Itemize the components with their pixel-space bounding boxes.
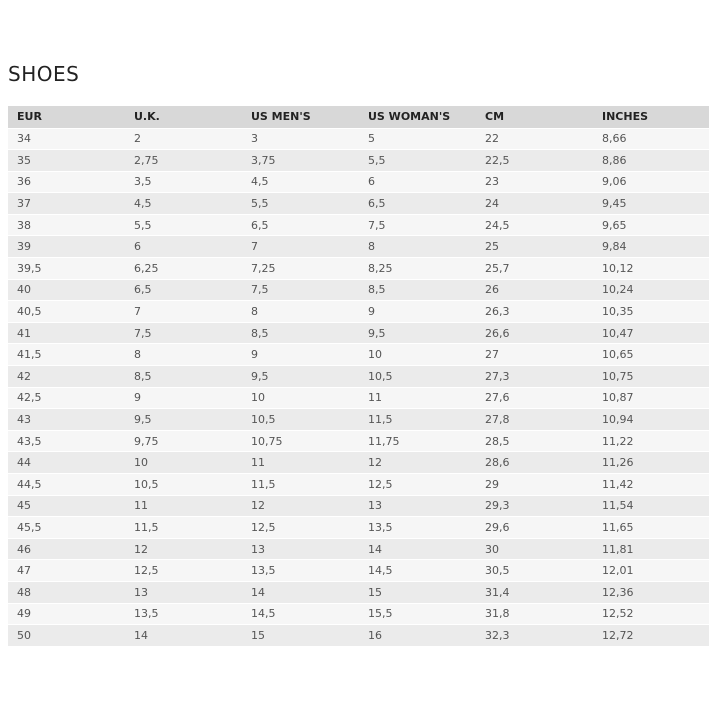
size-chart-table: [8, 106, 709, 647]
cell-inches: 10,24: [593, 279, 709, 301]
cell-us-mens: 9,5: [242, 366, 359, 388]
cell-inches: 10,65: [593, 344, 709, 366]
cell-eur: 44: [8, 452, 125, 474]
cell-us-womans: 8: [359, 236, 476, 258]
table-row: [8, 409, 709, 431]
cell-us-womans: 10,5: [359, 366, 476, 388]
cell-us-womans: 10: [359, 344, 476, 366]
table-row: [8, 258, 709, 280]
table-header-row: [8, 106, 709, 128]
cell-inches: 9,06: [593, 171, 709, 193]
table-row: [8, 387, 709, 409]
cell-us-mens: 12,5: [242, 517, 359, 539]
cell-inches: 12,01: [593, 560, 709, 582]
cell-uk: 7: [125, 301, 242, 323]
cell-uk: 11,5: [125, 517, 242, 539]
cell-us-womans: 11: [359, 387, 476, 409]
cell-eur: 42: [8, 366, 125, 388]
cell-uk: 6,5: [125, 279, 242, 301]
cell-us-womans: 7,5: [359, 214, 476, 236]
cell-us-mens: 13,5: [242, 560, 359, 582]
cell-inches: 12,52: [593, 603, 709, 625]
table-row: [8, 128, 709, 150]
cell-eur: 41: [8, 322, 125, 344]
cell-us-womans: 15,5: [359, 603, 476, 625]
cell-cm: 26,6: [476, 322, 593, 344]
table-row: [8, 452, 709, 474]
cell-inches: 12,36: [593, 581, 709, 603]
cell-inches: 10,12: [593, 258, 709, 280]
cell-uk: 2: [125, 128, 242, 150]
cell-us-mens: 3: [242, 128, 359, 150]
table-row: [8, 495, 709, 517]
cell-us-womans: 12: [359, 452, 476, 474]
cell-us-mens: 10,5: [242, 409, 359, 431]
cell-eur: 35: [8, 150, 125, 172]
cell-eur: 34: [8, 128, 125, 150]
cell-inches: 10,94: [593, 409, 709, 431]
cell-us-mens: 14,5: [242, 603, 359, 625]
cell-eur: 43: [8, 409, 125, 431]
cell-us-mens: 8: [242, 301, 359, 323]
cell-cm: 24: [476, 193, 593, 215]
cell-us-womans: 14: [359, 538, 476, 560]
cell-us-womans: 9,5: [359, 322, 476, 344]
cell-us-mens: 5,5: [242, 193, 359, 215]
cell-eur: 50: [8, 625, 125, 647]
cell-us-womans: 9: [359, 301, 476, 323]
cell-eur: 36: [8, 171, 125, 193]
table-row: [8, 474, 709, 496]
table-body: [8, 128, 709, 646]
cell-us-mens: 12: [242, 495, 359, 517]
column-header-us-mens: US MEN'S: [242, 106, 359, 128]
cell-eur: 39: [8, 236, 125, 258]
cell-inches: 11,26: [593, 452, 709, 474]
cell-us-mens: 10,75: [242, 430, 359, 452]
cell-cm: 25,7: [476, 258, 593, 280]
cell-inches: 12,72: [593, 625, 709, 647]
cell-us-mens: 9: [242, 344, 359, 366]
cell-eur: 49: [8, 603, 125, 625]
cell-us-mens: 6,5: [242, 214, 359, 236]
cell-eur: 40,5: [8, 301, 125, 323]
cell-cm: 26: [476, 279, 593, 301]
cell-us-mens: 11,5: [242, 474, 359, 496]
cell-uk: 12: [125, 538, 242, 560]
table-row: [8, 344, 709, 366]
cell-us-mens: 15: [242, 625, 359, 647]
table-row: [8, 301, 709, 323]
cell-uk: 8,5: [125, 366, 242, 388]
cell-cm: 27,3: [476, 366, 593, 388]
cell-cm: 29,6: [476, 517, 593, 539]
cell-inches: 11,42: [593, 474, 709, 496]
table-row: [8, 193, 709, 215]
table-row: [8, 236, 709, 258]
cell-eur: 45,5: [8, 517, 125, 539]
cell-cm: 32,3: [476, 625, 593, 647]
cell-uk: 11: [125, 495, 242, 517]
table-row: [8, 517, 709, 539]
cell-cm: 23: [476, 171, 593, 193]
cell-eur: 43,5: [8, 430, 125, 452]
cell-eur: 48: [8, 581, 125, 603]
cell-uk: 6: [125, 236, 242, 258]
cell-eur: 39,5: [8, 258, 125, 280]
cell-us-womans: 6: [359, 171, 476, 193]
cell-cm: 31,8: [476, 603, 593, 625]
cell-uk: 2,75: [125, 150, 242, 172]
cell-us-womans: 13: [359, 495, 476, 517]
cell-uk: 10,5: [125, 474, 242, 496]
cell-us-mens: 7,25: [242, 258, 359, 280]
table-row: [8, 625, 709, 647]
table-row: [8, 581, 709, 603]
cell-cm: 31,4: [476, 581, 593, 603]
cell-cm: 22: [476, 128, 593, 150]
cell-cm: 27,6: [476, 387, 593, 409]
column-header-uk: U.K.: [125, 106, 242, 128]
cell-uk: 13,5: [125, 603, 242, 625]
cell-inches: 9,45: [593, 193, 709, 215]
cell-eur: 42,5: [8, 387, 125, 409]
column-header-us-womans: US WOMAN'S: [359, 106, 476, 128]
cell-cm: 24,5: [476, 214, 593, 236]
table-row: [8, 366, 709, 388]
cell-inches: 10,87: [593, 387, 709, 409]
cell-us-womans: 12,5: [359, 474, 476, 496]
table-row: [8, 150, 709, 172]
cell-eur: 45: [8, 495, 125, 517]
cell-cm: 27: [476, 344, 593, 366]
cell-us-mens: 3,75: [242, 150, 359, 172]
cell-eur: 38: [8, 214, 125, 236]
page-title: SHOES: [8, 62, 80, 86]
cell-us-mens: 8,5: [242, 322, 359, 344]
cell-uk: 10: [125, 452, 242, 474]
cell-uk: 5,5: [125, 214, 242, 236]
table-row: [8, 322, 709, 344]
cell-inches: 11,81: [593, 538, 709, 560]
cell-us-womans: 14,5: [359, 560, 476, 582]
cell-cm: 29,3: [476, 495, 593, 517]
cell-inches: 11,65: [593, 517, 709, 539]
cell-us-womans: 8,5: [359, 279, 476, 301]
cell-us-womans: 5: [359, 128, 476, 150]
cell-inches: 9,84: [593, 236, 709, 258]
cell-cm: 26,3: [476, 301, 593, 323]
cell-inches: 9,65: [593, 214, 709, 236]
cell-uk: 8: [125, 344, 242, 366]
cell-us-mens: 14: [242, 581, 359, 603]
cell-cm: 28,5: [476, 430, 593, 452]
cell-us-womans: 6,5: [359, 193, 476, 215]
cell-us-mens: 4,5: [242, 171, 359, 193]
cell-us-womans: 5,5: [359, 150, 476, 172]
cell-uk: 9: [125, 387, 242, 409]
cell-inches: 10,47: [593, 322, 709, 344]
cell-us-womans: 11,5: [359, 409, 476, 431]
cell-uk: 6,25: [125, 258, 242, 280]
cell-uk: 9,75: [125, 430, 242, 452]
cell-cm: 28,6: [476, 452, 593, 474]
cell-eur: 40: [8, 279, 125, 301]
cell-inches: 8,86: [593, 150, 709, 172]
cell-us-mens: 11: [242, 452, 359, 474]
cell-uk: 13: [125, 581, 242, 603]
cell-cm: 25: [476, 236, 593, 258]
table-row: [8, 538, 709, 560]
cell-us-mens: 13: [242, 538, 359, 560]
cell-uk: 14: [125, 625, 242, 647]
cell-inches: 10,75: [593, 366, 709, 388]
cell-inches: 11,54: [593, 495, 709, 517]
cell-uk: 3,5: [125, 171, 242, 193]
column-header-cm: CM: [476, 106, 593, 128]
cell-uk: 12,5: [125, 560, 242, 582]
cell-inches: 8,66: [593, 128, 709, 150]
cell-cm: 22,5: [476, 150, 593, 172]
table-row: [8, 214, 709, 236]
cell-eur: 44,5: [8, 474, 125, 496]
column-header-inches: INCHES: [593, 106, 709, 128]
cell-cm: 30,5: [476, 560, 593, 582]
cell-us-mens: 10: [242, 387, 359, 409]
cell-eur: 41,5: [8, 344, 125, 366]
cell-eur: 46: [8, 538, 125, 560]
cell-inches: 11,22: [593, 430, 709, 452]
cell-inches: 10,35: [593, 301, 709, 323]
cell-cm: 27,8: [476, 409, 593, 431]
table-row: [8, 560, 709, 582]
cell-uk: 4,5: [125, 193, 242, 215]
cell-us-womans: 13,5: [359, 517, 476, 539]
cell-uk: 9,5: [125, 409, 242, 431]
table-row: [8, 279, 709, 301]
cell-us-womans: 15: [359, 581, 476, 603]
table-row: [8, 603, 709, 625]
cell-us-womans: 16: [359, 625, 476, 647]
cell-us-mens: 7,5: [242, 279, 359, 301]
cell-eur: 47: [8, 560, 125, 582]
cell-us-mens: 7: [242, 236, 359, 258]
cell-cm: 29: [476, 474, 593, 496]
cell-cm: 30: [476, 538, 593, 560]
table-row: [8, 430, 709, 452]
cell-eur: 37: [8, 193, 125, 215]
cell-us-womans: 11,75: [359, 430, 476, 452]
cell-us-womans: 8,25: [359, 258, 476, 280]
cell-uk: 7,5: [125, 322, 242, 344]
table-row: [8, 171, 709, 193]
column-header-eur: EUR: [8, 106, 125, 128]
